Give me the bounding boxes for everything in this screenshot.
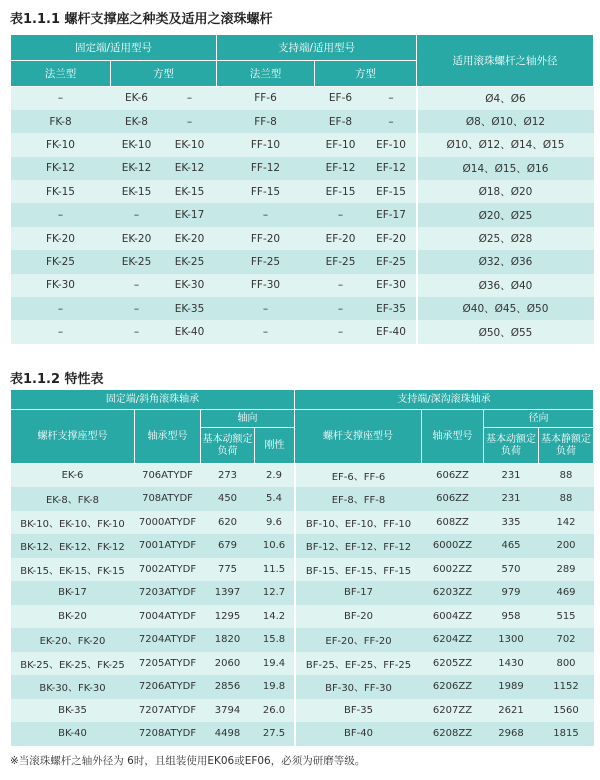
table-cell: 5.4 [255,487,295,511]
table-cell: Ø20、Ø25 [417,203,594,226]
table-cell: EF-15 [315,180,367,203]
table-cell: BF-30、FF-30 [295,675,422,699]
table-cell: EF-20、FF-20 [295,628,422,652]
table-row [11,511,594,535]
table-cell: 570 [484,558,539,582]
table-cell: 14.2 [255,605,295,629]
table-cell: 7205ATYDF [135,652,201,676]
table-row [11,605,594,629]
header-support-unit-model-2: 螺杆支撑座型号 [295,410,422,464]
table-cell: FK-10 [11,133,111,156]
table-cell: BK-35 [11,699,135,723]
table-cell: – [315,320,367,343]
header-fixed-flange: 法兰型 [11,61,111,87]
table-cell: FF-30 [217,274,315,297]
table-cell: – [163,110,217,133]
table-cell: EK-12 [163,157,217,180]
table-cell: – [111,203,163,226]
table-cell: 19.8 [255,675,295,699]
header-static-load: 基本静额定负荷 [539,428,594,464]
table-cell: EK-8、FK-8 [11,487,135,511]
table-cell: – [11,297,111,320]
table-row [11,133,594,156]
table-cell: BK-40 [11,722,135,746]
table-cell: EK-10 [111,133,163,156]
table-cell: – [367,87,417,110]
table-cell: – [111,320,163,343]
table-cell: FK-15 [11,180,111,203]
table-cell: 465 [484,534,539,558]
table-cell: Ø32、Ø36 [417,250,594,273]
table-cell: Ø8、Ø10、Ø12 [417,110,594,133]
header-support-unit-model: 螺杆支撑座型号 [11,410,135,464]
header-radial: 径向 [484,410,594,428]
table-cell: FK-8 [11,110,111,133]
table-row [11,180,594,203]
header-rigidity: 刚性 [255,428,295,464]
table-cell: 2.9 [255,464,295,488]
table-cell: 1300 [484,628,539,652]
table-cell: 979 [484,581,539,605]
table-cell: 10.6 [255,534,295,558]
table-cell: 88 [539,487,594,511]
table-cell: 6206ZZ [422,675,484,699]
header-bearing-model: 轴承型号 [135,410,201,464]
table-cell: EF-15 [367,180,417,203]
table-cell: BK-10、EK-10、FK-10 [11,511,135,535]
bearing-support-type-table [10,34,594,344]
table-cell: 1815 [539,722,594,746]
table-row [11,320,594,343]
table-cell: FF-10 [217,133,315,156]
table-cell: FF-6 [217,87,315,110]
table-row [11,464,594,488]
table-cell: Ø50、Ø55 [417,320,594,343]
table-cell: EF-8 [315,110,367,133]
table-cell: Ø25、Ø28 [417,227,594,250]
table-cell: EF-6 [315,87,367,110]
table-cell: 608ZZ [422,511,484,535]
table-cell: – [217,297,315,320]
table-cell: BF-15、EF-15、FF-15 [295,558,422,582]
table-cell: 6205ZZ [422,652,484,676]
table-cell: 273 [201,464,255,488]
table-cell: 606ZZ [422,487,484,511]
table-cell: BF-25、EF-25、FF-25 [295,652,422,676]
table-cell: EK-15 [111,180,163,203]
table-cell: 708ATYDF [135,487,201,511]
table-row [11,581,594,605]
table-cell: – [111,297,163,320]
table-cell: EF-30 [367,274,417,297]
table-row [11,652,594,676]
table2-title: 表1.1.2 特性表 [10,372,104,387]
table-cell: 469 [539,581,594,605]
table-cell: EF-20 [367,227,417,250]
table-row [11,297,594,320]
table-cell: EK-17 [163,203,217,226]
table-cell: EF-25 [315,250,367,273]
table-cell: 7001ATYDF [135,534,201,558]
table-cell: BF-35 [295,699,422,723]
header-support-square: 方型 [315,61,417,87]
table-cell: BK-12、EK-12、FK-12 [11,534,135,558]
header-support-end: 支持端/适用型号 [217,35,417,61]
table-row [11,250,594,273]
table-cell: 7000ATYDF [135,511,201,535]
table-row [11,110,594,133]
table-row [11,87,594,110]
table-cell: EF-35 [367,297,417,320]
header-dynamic-load: 基本动额定负荷 [201,428,255,464]
table-cell: EF-40 [367,320,417,343]
table-cell: 706ATYDF [135,464,201,488]
table-cell: 1397 [201,581,255,605]
table-cell: FF-15 [217,180,315,203]
table-row [11,558,594,582]
table-cell: Ø40、Ø45、Ø50 [417,297,594,320]
table-cell: 620 [201,511,255,535]
table-cell: EF-20 [315,227,367,250]
table-cell: 702 [539,628,594,652]
table-row [11,203,594,226]
table-cell: EK-15 [163,180,217,203]
table-cell: BF-17 [295,581,422,605]
table-cell: 4498 [201,722,255,746]
header-fixed-angular-bearing: 固定端/斜角滚珠轴承 [11,390,295,410]
table-cell: BF-12、EF-12、FF-12 [295,534,422,558]
table-cell: 515 [539,605,594,629]
table-cell: – [217,320,315,343]
table-cell: 9.6 [255,511,295,535]
table-cell: FK-20 [11,227,111,250]
table-cell: EK-12 [111,157,163,180]
table-cell: Ø36、Ø40 [417,274,594,297]
table-cell: BF-20 [295,605,422,629]
table-cell: EK-20、FK-20 [11,628,135,652]
table-cell: 6004ZZ [422,605,484,629]
table-cell: 15.8 [255,628,295,652]
table-row [11,157,594,180]
table-row [11,699,594,723]
table-cell: 11.5 [255,558,295,582]
table-row [11,722,594,746]
table-cell: EF-8、FF-8 [295,487,422,511]
table-cell: 231 [484,464,539,488]
table-cell: 7004ATYDF [135,605,201,629]
table-cell: – [315,203,367,226]
table-cell: 7207ATYDF [135,699,201,723]
table-cell: 6207ZZ [422,699,484,723]
table-cell: EF-25 [367,250,417,273]
table-cell: 2856 [201,675,255,699]
table-cell: 7204ATYDF [135,628,201,652]
table-cell: FK-25 [11,250,111,273]
table-cell: 6203ZZ [422,581,484,605]
table-cell: 800 [539,652,594,676]
header-fixed-square: 方型 [111,61,217,87]
table-cell: EK-8 [111,110,163,133]
table-cell: EK-10 [163,133,217,156]
table-cell: – [11,203,111,226]
table-cell: 7002ATYDF [135,558,201,582]
table-cell: 19.4 [255,652,295,676]
table-cell: – [111,274,163,297]
table-cell: 775 [201,558,255,582]
table1-title: 表1.1.1 螺杆支撑座之种类及适用之滚珠螺杆 [10,12,273,27]
table-cell: Ø14、Ø15、Ø16 [417,157,594,180]
table-cell: EF-10 [315,133,367,156]
table-cell: 1560 [539,699,594,723]
table-cell: 1295 [201,605,255,629]
table-cell: Ø10、Ø12、Ø14、Ø15 [417,133,594,156]
table-cell: – [367,110,417,133]
table-cell: 7203ATYDF [135,581,201,605]
header-support-flange: 法兰型 [217,61,315,87]
table-cell: BF-40 [295,722,422,746]
table-cell: Ø18、Ø20 [417,180,594,203]
header-support-deep-groove-bearing: 支持端/深沟滚珠轴承 [295,390,594,410]
footnote: ※当滚珠螺杆之轴外径为 6时，且组装使用EK06或EF06，必须为研磨等级。 [10,755,366,767]
table-cell: 606ZZ [422,464,484,488]
table-cell: 2968 [484,722,539,746]
header-bearing-model-2: 轴承型号 [422,410,484,464]
table-cell: EK-30 [163,274,217,297]
table-cell: 2060 [201,652,255,676]
table-cell: 679 [201,534,255,558]
table-row [11,274,594,297]
table-cell: – [11,87,111,110]
table-row [11,534,594,558]
table-cell: 958 [484,605,539,629]
table-cell: BK-20 [11,605,135,629]
table-cell: BK-15、EK-15、FK-15 [11,558,135,582]
table-cell: EF-12 [315,157,367,180]
table-cell: 3794 [201,699,255,723]
table-cell: – [315,297,367,320]
table-cell: FF-12 [217,157,315,180]
table-cell: EF-17 [367,203,417,226]
table-cell: 6000ZZ [422,534,484,558]
table-cell: 6204ZZ [422,628,484,652]
table-cell: FK-12 [11,157,111,180]
table-cell: BK-17 [11,581,135,605]
table-cell: 7208ATYDF [135,722,201,746]
table-cell: EK-40 [163,320,217,343]
table-cell: 142 [539,511,594,535]
table-cell: 1152 [539,675,594,699]
table-cell: EK-6 [111,87,163,110]
table-cell: 27.5 [255,722,295,746]
table-cell: – [315,274,367,297]
table-cell: Ø4、Ø6 [417,87,594,110]
table-cell: 6002ZZ [422,558,484,582]
table-cell: BK-30、FK-30 [11,675,135,699]
table-cell: EK-35 [163,297,217,320]
table-cell: EK-20 [111,227,163,250]
table-cell: – [11,320,111,343]
table-cell: BK-25、EK-25、FK-25 [11,652,135,676]
table-cell: 1820 [201,628,255,652]
header-axial: 轴向 [201,410,295,428]
table-row [11,628,594,652]
table-cell: FF-8 [217,110,315,133]
table-row [11,675,594,699]
table-cell: 335 [484,511,539,535]
table-cell: 450 [201,487,255,511]
table-row [11,487,594,511]
characteristics-table [10,389,594,746]
table-cell: FF-25 [217,250,315,273]
table-cell: EK-20 [163,227,217,250]
header-dynamic-load-2: 基本动额定负荷 [484,428,539,464]
table-cell: 200 [539,534,594,558]
table-cell: 1430 [484,652,539,676]
header-fixed-end: 固定端/适用型号 [11,35,217,61]
table-row [11,227,594,250]
table-cell: 2621 [484,699,539,723]
table-cell: EK-6 [11,464,135,488]
table-cell: 289 [539,558,594,582]
table-cell: – [217,203,315,226]
table-cell: FK-30 [11,274,111,297]
table-cell: EK-25 [111,250,163,273]
table-cell: EK-25 [163,250,217,273]
table-cell: 88 [539,464,594,488]
table-cell: 6208ZZ [422,722,484,746]
table-cell: 231 [484,487,539,511]
table-cell: 1989 [484,675,539,699]
table-cell: FF-20 [217,227,315,250]
table-cell: 26.0 [255,699,295,723]
table-cell: 7206ATYDF [135,675,201,699]
table-cell: 12.7 [255,581,295,605]
table-cell: EF-12 [367,157,417,180]
table-cell: EF-6、FF-6 [295,464,422,488]
table-cell: BF-10、EF-10、FF-10 [295,511,422,535]
table-cell: EF-10 [367,133,417,156]
table-cell: – [163,87,217,110]
header-shaft-diameter: 适用滚珠螺杆之轴外径 [417,35,594,87]
